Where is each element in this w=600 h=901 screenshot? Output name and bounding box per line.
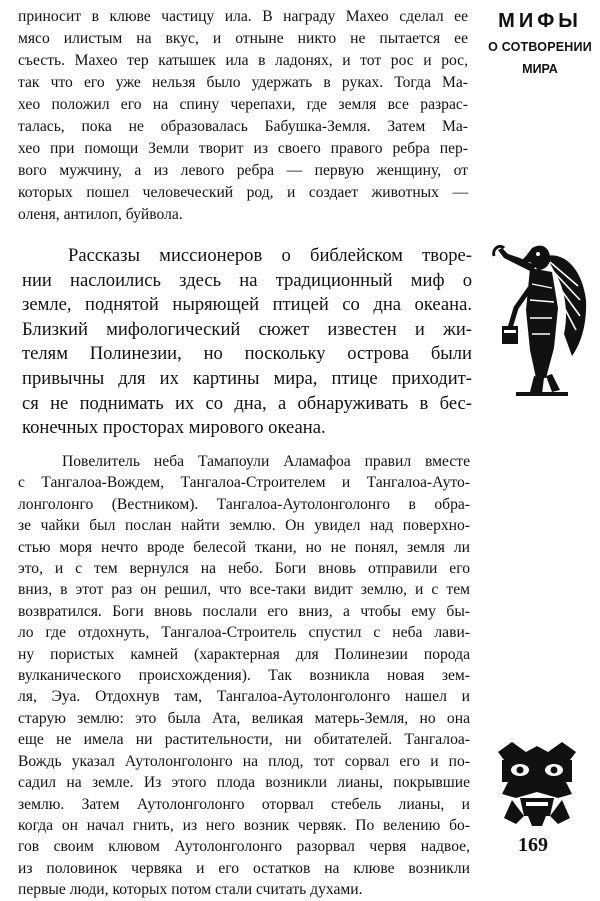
text-line: приносит в клюве частицу ила. В награду Махео сделал ее	[18, 8, 468, 25]
text-line: вниз, в этот раз он решил, что все-таки видит землю, и с тем	[18, 581, 470, 599]
eagle-headed-deity-figure-icon	[486, 238, 590, 398]
text-line: талась, пока не образовалась Бабушка-Земля. Затем Ма-	[18, 118, 468, 135]
text-line: возвратился. Боги вновь послали его вниз, а чтобы ему бы-	[18, 602, 470, 620]
text-line: вулканического происхождения). Так возникла новая зем-	[18, 667, 470, 685]
text-line: садил на земле. Из этого плода возникли лианы, покрывшие	[18, 774, 470, 792]
text-line: конечных просторах мирового океана.	[22, 417, 326, 439]
text-line: ну пористых камней (характерная для Полинезии порода	[18, 645, 470, 663]
paragraph-1	[18, 6, 468, 226]
sidebar-subtitle-line2: МИРА	[522, 62, 558, 76]
text-line: когда он начал гнить, из него возник червяк. По велению бо-	[18, 816, 470, 834]
text-line: нии наслоились здесь на традиционный миф о	[22, 269, 472, 291]
text-line: лонголонго (Вестником). Тангалоа-Аутолонголонго в обра-	[18, 495, 470, 513]
text-line: зе чайки был послан найти землю. Он увидел над поверхно-	[18, 517, 470, 535]
text-line: еще не имела ни растительности, ни обитателей. Тангалоа-	[18, 731, 470, 749]
text-line: хео положил его на спину черепахи, где земля все разрас-	[18, 96, 468, 113]
text-line: первые люди, которых потом стали считать духами.	[18, 881, 363, 899]
paragraph-2-commentary	[22, 244, 472, 441]
text-line: гов своим клювом Аутолонголонго разорвал червя надвое,	[18, 838, 470, 856]
text-line: ло где отдохнуть, Тангалоа-Строитель спустил с неба лави-	[18, 624, 470, 642]
text-line: это, и с тем вернулся на небо. Боги вновь отправили его	[18, 560, 470, 578]
totem-mask-icon	[494, 738, 580, 828]
text-line: так что его уже нельзя было удержать в руках. Тогда Ма-	[18, 74, 468, 91]
text-line: Близкий мифологический сюжет известен и жи-	[22, 318, 472, 340]
text-line: землю. Затем Аутолонголонго оторвал стебель лианы, и	[18, 795, 470, 813]
sidebar-title: МИФЫ	[498, 10, 582, 32]
text-line: с Тангалоа-Вождем, Тангалоа-Строителем и Тангалоа-Ауто-	[18, 474, 470, 492]
text-line: хео при помощи Земли творит из своего правого ребра пер-	[18, 140, 468, 157]
text-line: мясо илистым на вкус, и отныне никто не пытается ее	[18, 30, 468, 47]
page-number: 169	[518, 834, 548, 856]
text-line: старую землю: это была Ата, великая матерь-Земля, но она	[18, 709, 470, 727]
text-line: оленя, антилоп, буйвола.	[18, 206, 183, 223]
sidebar-subtitle-line1: О СОТВОРЕНИИ	[488, 40, 592, 54]
text-line: ля, Эуа. Отдохнув там, Тангалоа-Аутолонголонго нашел и	[18, 688, 470, 706]
paragraph-3	[18, 451, 470, 901]
text-line: телям Полинезии, но поскольку острова были	[22, 343, 472, 365]
text-line: Рассказы миссионеров о библейском творе-	[68, 245, 472, 266]
text-line: вого мужчину, а из левого ребра — первую женщину, от	[18, 162, 468, 179]
text-line: земле, поднятой ныряющей птицей со дна океана.	[22, 294, 472, 316]
text-line: ся не поднимать их со дна, а обнаруживать в бес-	[22, 392, 472, 414]
text-line: Вождь указал Аутолонголонго на плод, тот сорвал его и по-	[18, 752, 470, 770]
text-line: которых пошел человеческий род, и создает животных —	[18, 184, 468, 201]
text-line: привычны для их картины мира, птице приходит-	[22, 367, 472, 389]
text-line: съесть. Махео тер катышек ила в ладонях, и тот рос и рос,	[18, 52, 468, 69]
text-line: Повелитель неба Тамапоули Аламафоа правил вместе	[62, 453, 470, 470]
text-line: стью моря нечто вроде белесой ткани, но не понял, земля ли	[18, 538, 470, 556]
text-line: из половинок червяка и его остатков на клюве возникли	[18, 859, 470, 877]
